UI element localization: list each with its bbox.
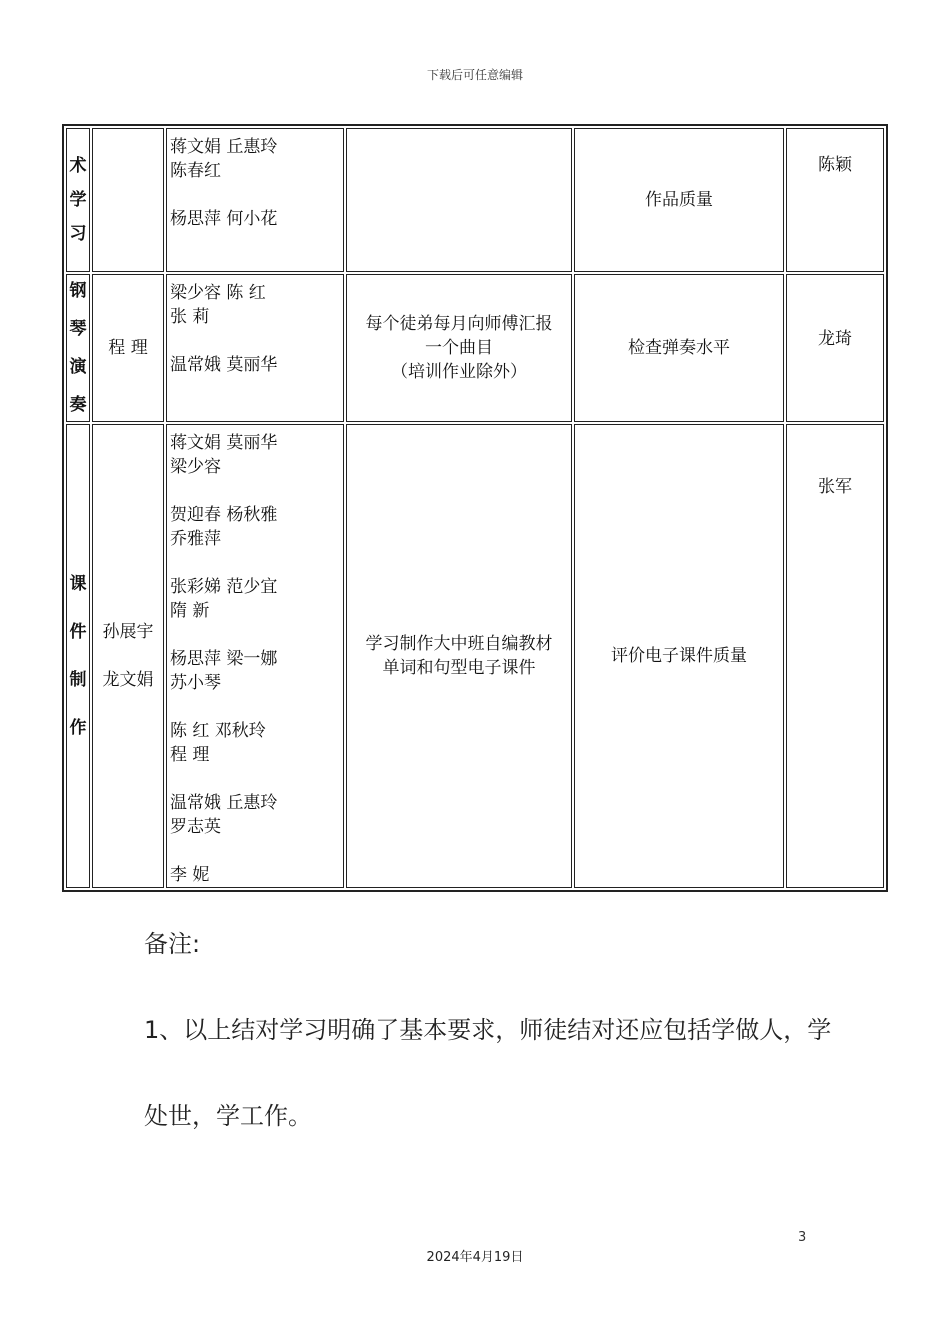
task-line: 一个曲目 [425, 338, 493, 358]
category-char: 琴 [69, 319, 87, 339]
apprentice-group [170, 863, 343, 887]
apprentice-line: 隋 新 [170, 601, 210, 621]
apprentice-line: 温常娥 莫丽华 [170, 355, 278, 375]
apprentice-group [170, 431, 343, 479]
apprentice-group [170, 719, 343, 767]
apprentice-cell [166, 274, 344, 422]
remark-line-2: 处世，学工作。 [144, 1102, 312, 1130]
apprentice-line: 陈 红 邓秋玲 [170, 721, 266, 741]
apprentice-line: 乔雅萍 [170, 529, 221, 549]
pairing-table [62, 124, 888, 892]
mentor-name: 程 理 [108, 338, 148, 358]
apprentice-group [170, 135, 343, 183]
category-char: 奏 [69, 395, 87, 415]
header-note: 下载后可任意编辑 [426, 68, 523, 82]
category-char: 学 [69, 190, 87, 210]
apprentice-line: 贺迎春 杨秋雅 [170, 505, 278, 525]
apprentice-group [170, 575, 343, 623]
apprentice-line: 程 理 [170, 745, 210, 765]
task-cell [346, 424, 572, 888]
task-cell [346, 128, 572, 272]
apprentice-line: 李 妮 [170, 865, 210, 885]
apprentice-cell [166, 424, 344, 888]
category-cell [66, 274, 90, 422]
apprentice-line: 蒋文娟 丘惠玲 [170, 137, 278, 157]
apprentice-line: 杨思萍 梁一娜 [170, 649, 278, 669]
apprentice-line: 杨思萍 何小花 [170, 209, 278, 229]
task-line: （培训作业除外） [391, 362, 527, 382]
category-char: 钢 [69, 281, 87, 301]
task-line: 每个徒弟每月向师傅汇报 [365, 314, 553, 334]
apprentice-line: 梁少容 陈 红 [170, 283, 266, 303]
task-line: 单词和句型电子课件 [382, 658, 536, 678]
mentor-name: 龙文娟 [102, 670, 154, 690]
apprentice-line: 温常娥 丘惠玲 [170, 793, 278, 813]
category-char: 术 [69, 156, 87, 176]
table-row [66, 424, 884, 888]
task-line: 学习制作大中班自编教材 [365, 634, 553, 654]
table-row [66, 274, 884, 422]
apprentice-line: 张 莉 [170, 307, 210, 327]
footer-date: 2024年4月19日 [426, 1250, 524, 1265]
category-char: 制 [69, 670, 87, 690]
owner-cell: 龙琦 [786, 274, 884, 422]
apprentice-group [170, 647, 343, 695]
category-char: 习 [69, 224, 87, 244]
category-char: 演 [69, 357, 87, 377]
apprentice-line: 罗志英 [170, 817, 221, 837]
remark-label: 备注: [144, 930, 201, 958]
apprentice-line: 苏小琴 [170, 673, 221, 693]
evaluation-cell: 作品质量 [574, 128, 784, 272]
apprentice-group [170, 281, 343, 329]
task-cell [346, 274, 572, 422]
apprentice-line: 梁少容 [170, 457, 221, 477]
apprentice-line: 蒋文娟 莫丽华 [170, 433, 278, 453]
page-number: 3 [798, 1230, 807, 1245]
apprentice-cell [166, 128, 344, 272]
apprentice-group [170, 503, 343, 551]
mentor-cell [92, 128, 164, 272]
mentor-name: 孙展宇 [102, 622, 154, 642]
evaluation-cell: 检查弹奏水平 [574, 274, 784, 422]
table-row [66, 128, 884, 272]
owner-cell: 陈颖 [786, 128, 884, 272]
category-cell [66, 128, 90, 272]
mentor-cell [92, 424, 164, 888]
category-char: 课 [69, 574, 87, 594]
apprentice-line: 张彩娣 范少宜 [170, 577, 278, 597]
mentor-cell [92, 274, 164, 422]
apprentice-group [170, 353, 343, 377]
remark-line-1: 1、以上结对学习明确了基本要求，师徒结对还应包括学做人，学 [144, 1016, 832, 1044]
apprentice-group [170, 207, 343, 231]
owner-cell: 张军 [786, 424, 884, 888]
apprentice-group [170, 791, 343, 839]
evaluation-cell: 评价电子课件质量 [574, 424, 784, 888]
category-char: 作 [69, 718, 87, 738]
category-char: 件 [69, 622, 87, 642]
category-cell [66, 424, 90, 888]
apprentice-line: 陈春红 [170, 161, 221, 181]
